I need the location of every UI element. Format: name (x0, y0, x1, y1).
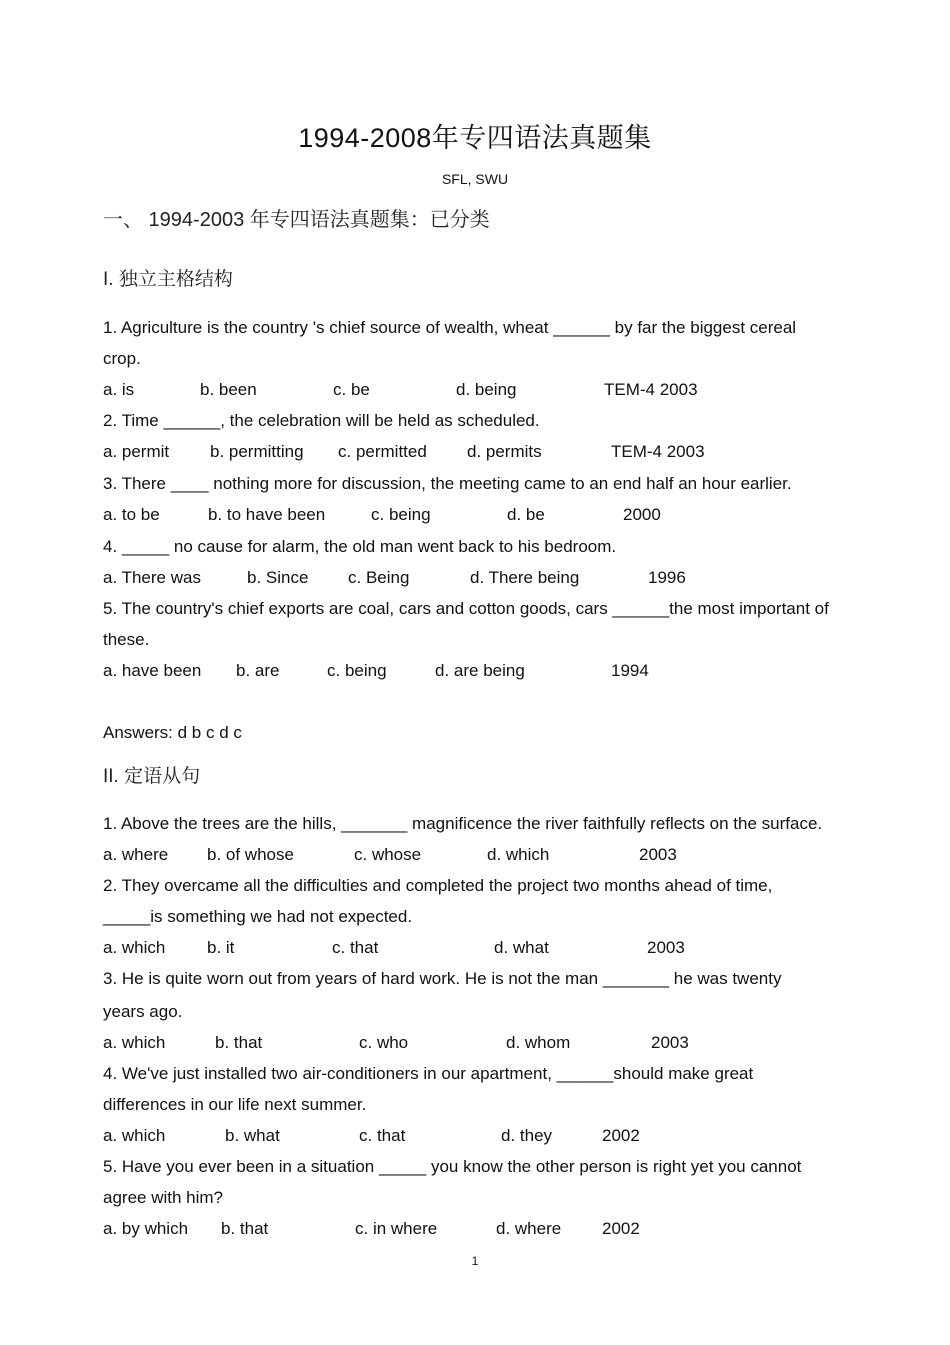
option-b: b. that (215, 1033, 263, 1052)
part2-q2-line2: _____is something we had not expected. (103, 907, 413, 926)
option-b: b. are (236, 661, 280, 680)
option-d: d. are being (435, 661, 525, 680)
option-a: a. which (103, 938, 166, 957)
option-c: c. in where (355, 1219, 438, 1238)
question-source: 2003 (647, 938, 685, 957)
part2-q5-line2: agree with him? (103, 1188, 224, 1207)
part2-q2-line1: 2. They overcame all the difficulties and completed the project two months ahead of time, (103, 876, 773, 895)
document-subtitle: SFL, SWU (441, 171, 509, 187)
option-d: d. being (456, 380, 517, 399)
part1-q5-line1: 5. The country's chief exports are coal, cars and cotton goods, cars ______the most important of (103, 599, 829, 618)
option-d: d. they (501, 1126, 553, 1145)
part2-q3-line1: 3. He is quite worn out from years of hard work. He is not the man _______ he was twenty (103, 969, 782, 988)
question-source: 1994 (611, 661, 649, 680)
option-c: c. Being (348, 568, 410, 587)
option-a: a. which (103, 1033, 166, 1052)
question-source: 2003 (651, 1033, 689, 1052)
option-b: b. been (200, 380, 257, 399)
option-c: c. being (371, 505, 431, 524)
option-c: c. being (327, 661, 387, 680)
option-b: b. of whose (207, 845, 294, 864)
option-a: a. permit (103, 442, 170, 461)
section-heading-1: 一、 1994-2003 年专四语法真题集：已分类 (103, 209, 490, 231)
option-a: a. which (103, 1126, 166, 1145)
question-source: 2002 (602, 1126, 640, 1145)
question-source: 1996 (648, 568, 686, 587)
option-b: b. Since (247, 568, 309, 587)
option-c: c. that (332, 938, 379, 957)
part2-q5-line1: 5. Have you ever been in a situation _____ you know the other person is right yet you cannot (103, 1157, 802, 1176)
part2-q4-line1: 4. We've just installed two air-conditioners in our apartment, ______should make great (103, 1064, 754, 1083)
option-d: d. where (496, 1219, 562, 1238)
question-source: 2000 (623, 505, 661, 524)
option-b: b. what (225, 1126, 280, 1145)
question-source: 2003 (639, 845, 677, 864)
option-d: d. permits (467, 442, 542, 461)
option-c: c. who (359, 1033, 409, 1052)
option-a: a. to be (103, 505, 160, 524)
option-a: a. There was (103, 568, 201, 587)
option-b: b. to have been (208, 505, 326, 524)
part2-heading: II. 定语从句 (103, 766, 201, 787)
part2-q4-line2: differences in our life next summer. (103, 1095, 367, 1114)
question-source: TEM-4 2003 (604, 380, 698, 399)
part1-q2-line1: 2. Time ______, the celebration will be held as scheduled. (103, 411, 540, 430)
option-d: d. which (487, 845, 550, 864)
option-b: b. it (207, 938, 235, 957)
part1-q4-line1: 4. _____ no cause for alarm, the old man went back to his bedroom. (103, 537, 617, 556)
part1-q5-line2: these. (103, 630, 150, 649)
part1-q1-line2: crop. (103, 349, 141, 368)
option-d: d. whom (506, 1033, 571, 1052)
option-a: a. by which (103, 1219, 189, 1238)
option-a: a. is (103, 380, 135, 399)
option-c: c. permitted (338, 442, 427, 461)
option-b: b. that (221, 1219, 269, 1238)
part1-q1-line1: 1. Agriculture is the country 's chief source of wealth, wheat ______ by far the biggest cereal (103, 318, 797, 337)
option-a: a. have been (103, 661, 202, 680)
part1-q3-line1: 3. There ____ nothing more for discussion, the meeting came to an end half an hour earlier. (103, 474, 792, 493)
option-d: d. be (507, 505, 545, 524)
part1-heading: I. 独立主格结构 (103, 269, 233, 290)
part1-answers: Answers: d b c d c (103, 723, 242, 742)
option-d: d. what (494, 938, 549, 957)
question-source: 2002 (602, 1219, 640, 1238)
part2-q3-line2: years ago. (103, 1002, 183, 1021)
option-a: a. where (103, 845, 169, 864)
question-source: TEM-4 2003 (611, 442, 705, 461)
option-c: c. whose (354, 845, 422, 864)
part2-q1-line1: 1. Above the trees are the hills, _______ magnificence the river faithfully reflects on the surface. (103, 814, 823, 833)
document-title: 1994-2008年专四语法真题集 (298, 123, 652, 153)
page-number: 1 (471, 1254, 479, 1268)
option-b: b. permitting (210, 442, 304, 461)
option-c: c. be (333, 380, 370, 399)
option-d: d. There being (470, 568, 580, 587)
option-c: c. that (359, 1126, 406, 1145)
